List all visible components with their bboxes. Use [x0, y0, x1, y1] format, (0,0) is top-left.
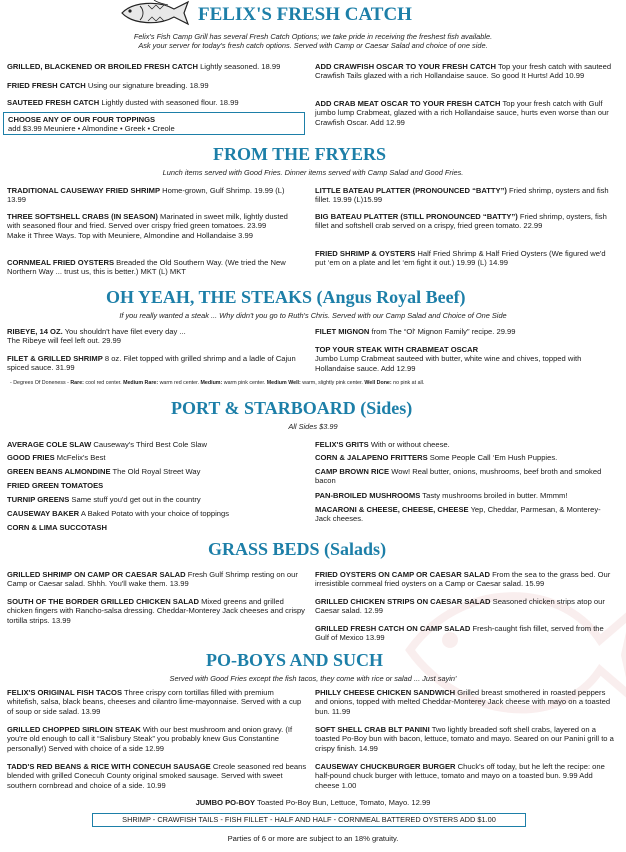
menu-item: CAUSEWAY BAKER A Baked Potato with your choice of toppings — [7, 509, 230, 518]
menu-item: FILET & GRILLED SHRIMP 8 oz. Filet topped with grilled shrimp and a ladle of Cajun spiced sauce. 31.99 — [7, 354, 296, 373]
toppings-title: CHOOSE ANY OF OUR FOUR TOPPINGS — [8, 115, 156, 124]
menu-item: FILET MIGNON from The “Ol' Mignon Family” recipe. 29.99 — [315, 327, 516, 336]
menu-item: RIBEYE, 14 OZ. You shouldn't have filet every day ... The Ribeye will feel left out. 29.99 — [7, 327, 186, 346]
section-title-fryers: FROM THE FRYERS — [213, 144, 387, 164]
menu-item: CAUSEWAY CHUCKBURGER BURGER Chuck's off today, but he left the recipe: one half-pound chuck burger with lettuce, tomato and mayo on a toasted bun. 9.99 Add cheese 1.00 — [315, 762, 605, 790]
menu-item: MACARONI & CHEESE, CHEESE, CHEESE Yep, Cheddar, Parmesan, & Monterey-Jack cheeses. — [315, 505, 601, 524]
poboys-intro: Served with Good Fries except the fish tacos, they come with rice or salad ... Just sayin' — [169, 674, 457, 683]
menu-item: CORNMEAL FRIED OYSTERS Breaded the Old Southern Way. (We tried the New Northern Way ... trust us, this is better.) MKT (L) MKT — [7, 258, 286, 277]
menu-item: GRILLED CHICKEN STRIPS ON CAESAR SALAD Seasoned chicken strips atop our Caesar salad. 12.99 — [315, 597, 605, 616]
section-title-fresh-catch: FELIX'S FRESH CATCH — [198, 4, 412, 25]
menu-item: FRIED SHRIMP & OYSTERS Half Fried Shrimp & Half Fried Oysters (We figured we'd put ‘em on a plate and let ‘em fight it out.) 19.99 (L) 14.99 — [315, 249, 606, 268]
menu-item: SOFT SHELL CRAB BLT PANINI Two lightly breaded soft shell crabs, layered on a toasted Po-Boy bun with bacon, lettuce, tomato and mayo. Seared on our Panini grill to a crispy finish. 14.99 — [315, 725, 614, 753]
section-title-steaks: OH YEAH, THE STEAKS (Angus Royal Beef) — [106, 287, 466, 307]
menu-item: CAMP BROWN RICE Wow! Real butter, onions, mushrooms, beef broth and smoked bacon — [315, 467, 602, 486]
gratuity-note: Parties of 6 or more are subject to an 18% gratuity. — [227, 834, 399, 843]
menu-item: TURNIP GREENS Same stuff you'd get out in the country — [7, 495, 201, 504]
menu-item: THREE SOFTSHELL CRABS (IN SEASON) Marinated in sweet milk, lightly dusted with seasoned flour and fried. Served over crispy fried green tomatoes. 23.99 Make it Three Ways. Top with Meuniere, Almondine and Hollandaise 3.99 — [7, 212, 288, 240]
sides-intro: All Sides $3.99 — [288, 422, 338, 431]
menu-item: FRIED GREEN TOMATOES — [7, 481, 104, 490]
toppings-text: add $3.99 Meuniere • Almondine • Greek • Creole — [8, 124, 175, 134]
menu-item: PAN-BROILED MUSHROOMS Tasty mushrooms broiled in butter. Mmmm! — [315, 491, 568, 500]
section-title-salads: GRASS BEDS (Salads) — [208, 539, 387, 559]
fresh-catch-intro-1: Felix's Fish Camp Grill has several Fresh Catch Options; we take pride in receiving the freshest fish available. — [133, 32, 493, 41]
menu-item: FELIX'S GRITS With or without cheese. — [315, 440, 450, 449]
menu-item: LITTLE BATEAU PLATTER (PRONOUNCED “BATTY”) Fried shrimp, oysters and fish fillet. 19.99 (L)15.99 — [315, 186, 609, 205]
fryers-intro: Lunch items served with Good Fries. Dinner items served with Camp Salad and Good Fries. — [162, 168, 464, 177]
poboy-addon-box: SHRIMP - CRAWFISH TAILS - FISH FILLET - HALF AND HALF - CORNMEAL BATTERED OYSTERS ADD $1.00 — [92, 813, 526, 827]
menu-item: GRILLED SHRIMP ON CAMP OR CAESAR SALAD Fresh Gulf Shrimp resting on our Camp or Caesar salad. Shhh. You'll wake them. 13.99 — [7, 570, 298, 589]
steaks-intro: If you really wanted a steak ... Why didn't you go to Ruth's Chris. Served with our Camp Salad and Choice of One Side — [119, 311, 507, 320]
menu-item: GOOD FRIES McFelix's Best — [7, 453, 106, 462]
menu-item: AVERAGE COLE SLAW Causeway's Third Best Cole Slaw — [7, 440, 207, 449]
toppings-box — [3, 112, 305, 135]
menu-item: FRIED FRESH CATCH Using our signature breading. 18.99 — [7, 81, 209, 90]
menu-item: GRILLED FRESH CATCH ON CAMP SALAD Fresh-caught fish fillet, served from the Gulf of Mexico 13.99 — [315, 624, 604, 643]
menu-item: GRILLED CHOPPED SIRLOIN STEAK With our best mushroom and onion gravy. (If you're old enough to call it “Salisbury Steak” you probably knew Gus Constantine personally!) Served with choice of a side 12.99 — [7, 725, 293, 753]
menu-item: GRILLED, BLACKENED OR BROILED FRESH CATCH Lightly seasoned. 18.99 — [7, 62, 281, 71]
section-title-sides: PORT & STARBOARD (Sides) — [171, 398, 413, 418]
menu-item: TADD'S RED BEANS & RICE WITH CONECUH SAUSAGE Creole seasoned red beans blended with grilled Conecuh County original smoked sausage. Served with sweet southern cornbread and choice of a side. 10.99 — [7, 762, 307, 790]
menu-item: GREEN BEANS ALMONDINE The Old Royal Street Way — [7, 467, 201, 476]
fish-icon — [118, 0, 190, 26]
fresh-catch-intro-2: Ask your server for today's fresh catch options. Served with Camp or Caesar Salad and choice of one side. — [138, 41, 488, 50]
section-title-poboys: PO-BOYS AND SUCH — [206, 650, 384, 670]
menu-item: PHILLY CHEESE CHICKEN SANDWICH Grilled breast smothered in roasted peppers and onions, topped with melted Cheddar-Monterey Jack cheese with mayo on a toasted bun. 11.99 — [315, 688, 611, 716]
menu-item: JUMBO PO-BOY Toasted Po-Boy Bun, Lettuce, Tomato, Mayo. 12.99 — [195, 798, 431, 807]
doneness-legend: - Degrees Of Doneness - Rare: cool red center. Medium Rare: warm red center. Medium: warm pink center. Medium Well: warm, slightly pink center. Well Done: no pink at all. — [10, 380, 425, 386]
menu-item: TOP YOUR STEAK WITH CRABMEAT OSCAR Jumbo Lump Crabmeat sauteed with butter, white wine and chives, topped with Hollandaise sauce. Add 12.99 — [315, 345, 582, 373]
menu-item: BIG BATEAU PLATTER (STILL PRONOUNCED “BATTY”) Fried shrimp, oysters, fish fillet and softshell crab served on a crispy, fried green tomato. 22.99 — [315, 212, 607, 231]
menu-item: SAUTEED FRESH CATCH Lightly dusted with seasoned flour. 18.99 — [7, 98, 239, 107]
menu-item: FELIX'S ORIGINAL FISH TACOS Three crispy corn tortillas filled with premium whitefish, salsa, black beans, cheeses and cilantro lime-mayonnaise. Served with a cup of soup or side salad. 13.99 — [7, 688, 302, 716]
menu-item: ADD CRAB MEAT OSCAR TO YOUR FRESH CATCH Top your fresh catch with Gulf jumbo lump Crabmeat, glazed with a rich Hollandaise sauce, hurts even worse than our Crawfish Oscar. Add 12.99 — [315, 99, 609, 127]
menu-item: CORN & LIMA SUCCOTASH — [7, 523, 107, 532]
menu-item: TRADITIONAL CAUSEWAY FRIED SHRIMP Home-grown, Gulf Shrimp. 19.99 (L) 13.99 — [7, 186, 285, 205]
menu-item: ADD CRAWFISH OSCAR TO YOUR FRESH CATCH Top your fresh catch with sauteed Crawfish Tails glazed with a rich Hollandaise sauce. So good It Hurts! Add 10.99 — [315, 62, 612, 81]
menu-item: SOUTH OF THE BORDER GRILLED CHICKEN SALAD Mixed greens and grilled chicken fingers with Rancho-salsa dressing. Cheddar-Monterey Jack cheeses and crispy tortilla strips. 13.99 — [7, 597, 305, 625]
menu-item: CORN & JALAPENO FRITTERS Some People Call ‘Em Hush Puppies. — [315, 453, 558, 462]
menu-item: FRIED OYSTERS ON CAMP OR CAESAR SALAD From the sea to the grass bed. Our irresistible cornmeal fried oysters on a Camp or Caesar salad. 15.99 — [315, 570, 611, 589]
